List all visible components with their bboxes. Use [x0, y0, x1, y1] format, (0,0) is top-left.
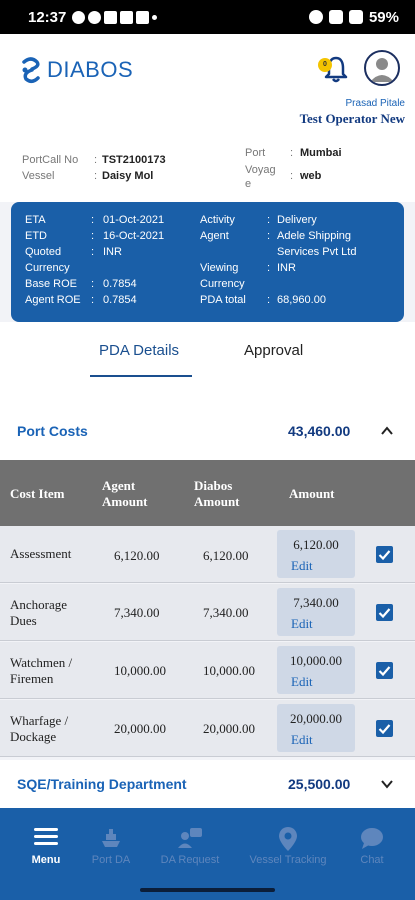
agent-value-2: Services Pvt Ltd [277, 246, 357, 258]
edit-link[interactable]: Edit [291, 732, 313, 747]
settings-notify-icon [72, 11, 85, 24]
port-value: Mumbai [300, 147, 342, 159]
status-time: 12:37 [28, 8, 67, 26]
edit-link[interactable]: Edit [291, 558, 313, 573]
diabos-amount: 6,120.00 [203, 548, 249, 563]
eta-label: ETA [25, 214, 46, 226]
voyage-label: Voyag e [245, 164, 276, 190]
table-row [0, 526, 415, 583]
chevron-down-icon[interactable] [380, 777, 394, 791]
bottom-navigation [0, 808, 415, 878]
amount-value: 20,000.00 [290, 711, 342, 726]
col-amount: Amount [289, 486, 335, 501]
cost-item-name: Wharfage / Dockage [10, 713, 69, 744]
col-agent-amount: Agent Amount [102, 478, 148, 509]
ship-icon [99, 826, 123, 850]
port-label: Port [245, 147, 266, 159]
brand-logo [20, 56, 133, 84]
table-row [0, 700, 415, 757]
diabos-logo-icon [20, 56, 42, 84]
agent-amount: 6,120.00 [114, 548, 160, 563]
eta-value: 01-Oct-2021 [103, 214, 165, 226]
nav-port-da-label: Port DA [91, 854, 131, 866]
da-request-icon [176, 826, 204, 850]
diabos-amount: 20,000.00 [203, 721, 255, 736]
amount-box [277, 588, 355, 636]
agent-amount: 10,000.00 [114, 663, 166, 678]
checkbox-checked-icon[interactable] [376, 720, 393, 737]
chevron-up-icon[interactable] [380, 424, 394, 438]
image-icon [136, 11, 149, 24]
pda-total-label: PDA total [200, 294, 246, 306]
activity-label: Activity [200, 214, 235, 226]
quoted-currency-label-1: Quoted [25, 246, 62, 258]
quoted-currency-value: INR [103, 246, 122, 258]
account-notify-icon [88, 11, 101, 24]
sqe-amount: 25,500.00 [288, 776, 351, 792]
amount-value: 6,120.00 [293, 537, 339, 552]
amount-box [277, 704, 355, 752]
portcall-info: PortCall No : TST2100173 Vessel : Daisy Mol Port : Mumbai Voyag e : web [0, 132, 415, 202]
amount-value: 10,000.00 [290, 653, 342, 668]
portcall-label: PortCall No [22, 154, 79, 166]
activity-value: Delivery [277, 214, 317, 226]
etd-label: ETD [25, 230, 47, 242]
nav-vessel-tracking-label: Vessel Tracking [249, 854, 327, 866]
notification-icons [72, 11, 157, 24]
edit-link[interactable]: Edit [291, 616, 313, 631]
cost-item-name: Anchorage Dues [10, 597, 68, 628]
detail-tabs [0, 322, 415, 402]
cost-item-name: Watchmen / Firemen [10, 655, 73, 686]
nav-chat-label: Chat [360, 854, 384, 866]
agent-roe-label: Agent ROE [25, 294, 81, 306]
voyage-value: web [300, 170, 322, 182]
nav-menu-label: Menu [31, 854, 61, 866]
diabos-amount: 7,340.00 [203, 605, 249, 620]
table-row [0, 584, 415, 641]
alarm-icon [309, 10, 323, 24]
agent-roe-value: 0.7854 [103, 294, 137, 306]
vessel-value: Daisy Mol [102, 170, 154, 182]
notification-button[interactable] [322, 54, 350, 84]
nav-port-da[interactable] [82, 808, 140, 878]
signal-icon [349, 10, 363, 24]
notification-badge: 0 [318, 58, 332, 72]
base-roe-value: 0.7854 [103, 278, 137, 290]
col-cost-item: Cost Item [10, 486, 65, 501]
gmail-icon [104, 11, 117, 24]
sqe-training-header[interactable] [0, 760, 415, 808]
nav-chat[interactable] [348, 808, 396, 878]
agent-amount: 7,340.00 [114, 605, 160, 620]
agent-value-1: Adele Shipping [277, 230, 352, 242]
col-diabos-amount: Diabos Amount [194, 478, 240, 509]
portcall-value: TST2100173 [102, 154, 166, 166]
status-bar [0, 0, 415, 34]
cost-table-header [0, 460, 415, 526]
user-name: Prasad Pitale [345, 98, 405, 109]
port-costs-amount: 43,460.00 [288, 423, 351, 439]
checkbox-checked-icon[interactable] [376, 546, 393, 563]
vessel-label: Vessel [22, 170, 55, 182]
nav-vessel-tracking[interactable] [243, 808, 333, 878]
location-pin-icon [278, 826, 298, 852]
edit-link[interactable]: Edit [291, 674, 313, 689]
viewing-currency-label-2: Currency [200, 278, 245, 290]
port-costs-title: Port Costs [17, 423, 88, 439]
pda-total-value: 68,960.00 [277, 294, 326, 306]
table-row [0, 642, 415, 699]
etd-value: 16-Oct-2021 [103, 230, 165, 242]
agent-amount: 20,000.00 [114, 721, 166, 736]
app-header [0, 34, 415, 132]
active-tab-indicator [90, 375, 192, 377]
diabos-amount: 10,000.00 [203, 663, 255, 678]
amount-box [277, 530, 355, 578]
quoted-currency-label-2: Currency [25, 262, 70, 274]
nav-da-request[interactable] [152, 808, 228, 878]
wifi-icon [329, 10, 343, 24]
agent-label: Agent [200, 230, 229, 242]
nav-da-request-label: DA Request [160, 854, 220, 866]
viewing-currency-label-1: Viewing [200, 262, 239, 274]
battery-level: 59% [368, 8, 399, 26]
chat-icon [359, 826, 385, 850]
tab-approval[interactable]: Approval [244, 342, 304, 359]
user-icon [366, 52, 398, 84]
system-gesture-bar [0, 878, 415, 900]
checkbox-checked-icon[interactable] [376, 604, 393, 621]
tab-pda-details[interactable]: PDA Details [99, 342, 180, 359]
cost-item-name: Assessment [10, 546, 72, 561]
nav-menu[interactable] [18, 808, 74, 878]
base-roe-label: Base ROE [25, 278, 77, 290]
home-indicator[interactable] [140, 888, 275, 892]
amount-box [277, 646, 355, 694]
checkbox-checked-icon[interactable] [376, 662, 393, 679]
user-role: Test Operator New [299, 111, 405, 126]
port-costs-header[interactable] [0, 402, 415, 460]
pda-summary-card: ETA : 01-Oct-2021 ETD : 16-Oct-2021 Quoted : INR Currency Base ROE : 0.7854 Agent ROE : 0.7854 Activity : Delivery Agent : Adele Shipping Services Pvt Ltd Viewing : INR Currency PDA total : 68,960.00 [11, 202, 404, 322]
dot-icon [152, 15, 157, 20]
user-avatar[interactable] [364, 50, 400, 86]
sqe-title: SQE/Training Department [17, 776, 187, 792]
amount-value: 7,340.00 [293, 595, 339, 610]
brand-name: DIABOS [47, 57, 134, 82]
gmail-icon-2 [120, 11, 133, 24]
viewing-currency-value: INR [277, 262, 296, 274]
menu-icon [33, 826, 59, 846]
